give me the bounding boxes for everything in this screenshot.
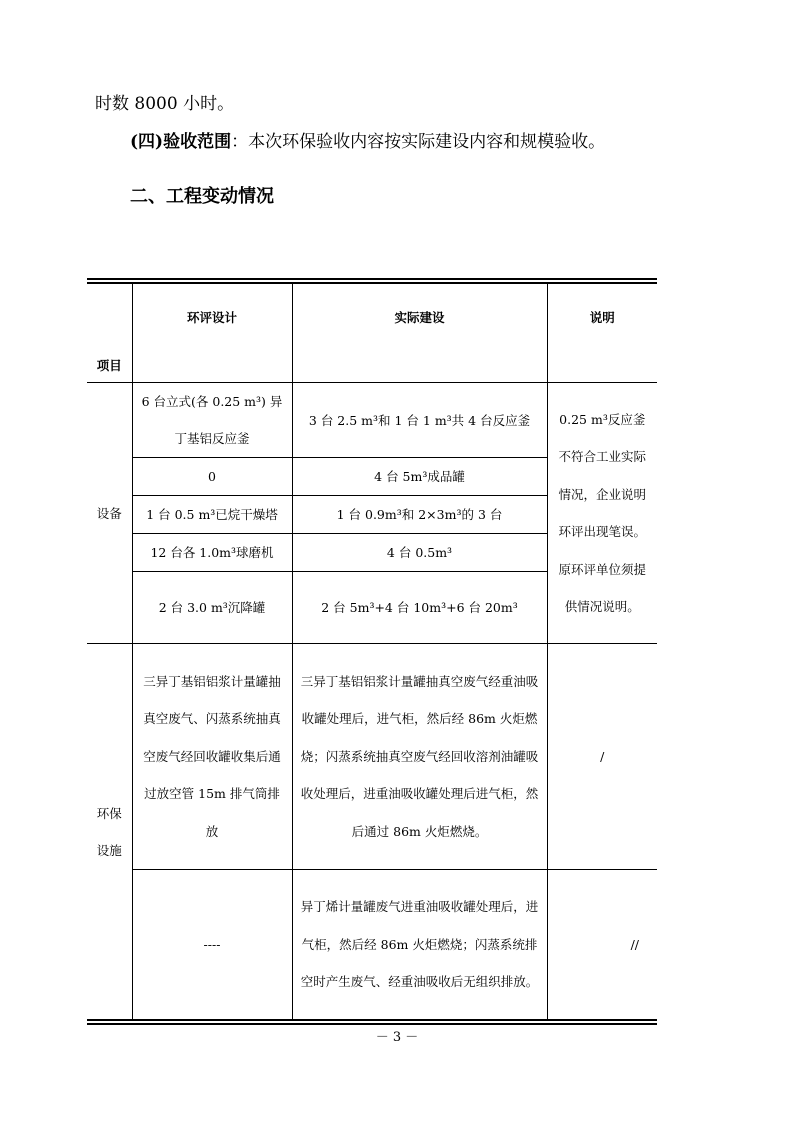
design-cell: 0 bbox=[132, 458, 292, 496]
design-cell: 1 台 0.5 m³已烷干燥塔 bbox=[132, 496, 292, 534]
actual-cell: 3 台 2.5 m³和 1 台 1 m³共 4 台反应釜 bbox=[292, 383, 547, 458]
equipment-note: 0.25 m³反应釜不符合工业实际情况，企业说明环评出现笔误。原环评单位须提供情况说明。 bbox=[547, 383, 657, 644]
design-cell: 三异丁基铝铝浆计量罐抽真空废气、闪蒸系统抽真空废气经回收罐收集后通过放空管 15m 排气筒排放 bbox=[132, 644, 292, 870]
design-cell: 2 台 3.0 m³沉降罐 bbox=[132, 572, 292, 644]
header-note: 说明 bbox=[547, 284, 657, 383]
table-bottom-rule bbox=[87, 1020, 657, 1025]
scope-colon: ： bbox=[231, 132, 249, 152]
table-header-row bbox=[87, 284, 657, 383]
header-item: 项目 bbox=[87, 284, 132, 383]
actual-cell: 三异丁基铝铝浆计量罐抽真空废气经重油吸收罐处理后，进气柜，然后经 86m 火炬燃烧；闪蒸系统抽真空废气经回收溶剂油罐吸收处理后，进重油吸收罐处理后进气柜，然后通过 86m 火炬燃烧。 bbox=[292, 644, 547, 870]
table-row bbox=[87, 644, 657, 870]
env-label bbox=[87, 644, 132, 1020]
header-design: 环评设计 bbox=[132, 284, 292, 383]
scope-label: (四)验收范围 bbox=[130, 132, 232, 152]
header-actual: 实际建设 bbox=[292, 284, 547, 383]
actual-cell: 2 台 5m³+4 台 10m³+6 台 20m³ bbox=[292, 572, 547, 644]
section-heading: 二、工程变动情况 bbox=[130, 186, 274, 207]
actual-cell: 4 台 0.5m³ bbox=[292, 534, 547, 572]
paragraph-hours: 时数 8000 小时。 bbox=[95, 94, 235, 114]
design-cell: ---- bbox=[132, 870, 292, 1020]
scope-text: 本次环保验收内容按实际建设内容和规模验收。 bbox=[248, 132, 606, 152]
env-label-line2: 设施 bbox=[96, 842, 122, 858]
design-cell: 12 台各 1.0m³球磨机 bbox=[132, 534, 292, 572]
actual-cell: 异丁烯计量罐废气进重油吸收罐处理后，进气柜，然后经 86m 火炬燃烧；闪蒸系统排空时产生废气、经重油吸收后无组织排放。 bbox=[292, 870, 547, 1020]
table-row bbox=[87, 870, 657, 1020]
paragraph-scope bbox=[130, 130, 605, 154]
env-label-line1: 环保 bbox=[96, 805, 122, 821]
page-number: － 3 － bbox=[375, 1030, 419, 1045]
note-cell: / bbox=[547, 644, 657, 870]
actual-cell: 1 台 0.9m³和 2×3m³的 3 台 bbox=[292, 496, 547, 534]
actual-cell: 4 台 5m³成品罐 bbox=[292, 458, 547, 496]
table-row bbox=[87, 383, 657, 458]
equipment-label: 设备 bbox=[87, 383, 132, 644]
note-cell: // bbox=[547, 870, 657, 1020]
changes-table bbox=[87, 278, 657, 1025]
design-cell: 6 台立式(各 0.25 m³) 异丁基铝反应釜 bbox=[132, 383, 292, 458]
